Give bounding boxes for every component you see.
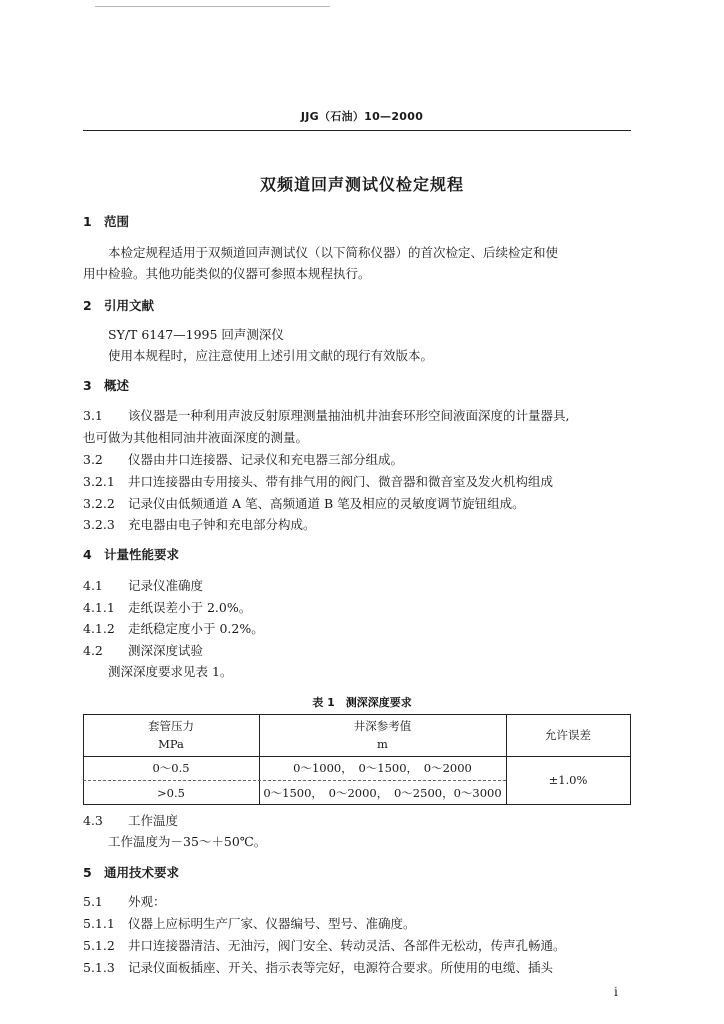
clause-5-1-1 [83,916,416,932]
clause-number: 4.1.2 [83,621,115,636]
header-divider [83,756,631,757]
row-2-depth: 0～1500， 0～2000， 0～2500，0～3000 [263,786,502,800]
clause-text: 记录仪面板插座、开关、指示表等完好，电源符合要求。所使用的电缆、插头 [128,960,554,975]
clause-text: 外观： [128,894,166,909]
paragraph-line: 本检定规程适用于双频道回声测试仪（以下简称仪器）的首次检定、后续检定和使 [108,245,559,260]
clause-5-1 [83,894,166,910]
reference-item: SY/T 6147—1995 回声测深仪 [108,327,284,342]
section-4-heading [83,547,179,563]
clause-number: 5.1 [83,894,103,909]
paragraph-line: 用中检验。其他功能类似的仪器可参照本规程执行。 [83,266,371,281]
section-2-heading [83,298,154,314]
section-5-heading [83,865,179,881]
row-1-pressure: 0～0.5 [152,761,190,775]
section-number: 4 [83,547,92,562]
section-number: 1 [83,214,92,229]
clause-text: 记录仪由低频通道 A 笔、高频通道 B 笔及相应的灵敏度调节旋钮组成。 [128,496,525,511]
clause-number: 5.1.2 [83,938,115,953]
section-title: 引用文献 [104,298,155,313]
clause-number: 3.2.2 [83,496,115,511]
paragraph-line: 工作温度为－35～＋50℃。 [108,834,267,849]
tolerance-value: ±1.0% [548,773,588,787]
row-divider [83,780,506,781]
clause-4-1-1 [83,600,251,616]
clause-4-1 [83,578,203,594]
section-number: 2 [83,298,92,313]
header-rule [83,130,631,131]
row-1-depth: 0～1000， 0～1500， 0～2000 [293,761,472,775]
clause-number: 4.2 [83,643,103,658]
clause-text: 仪器由井口连接器、记录仪和充电器三部分组成。 [128,452,404,467]
section-title: 概述 [104,378,130,393]
clause-number: 4.1.1 [83,600,115,615]
clause-3-2-1 [83,474,553,490]
clause-text: 走纸误差小于 2.0%。 [128,600,252,615]
clause-number: 3.2 [83,452,103,467]
top-scan-line [95,6,330,7]
document-title: 双频道回声测试仪检定规程 [259,175,464,194]
row-2-pressure: >0.5 [157,786,185,800]
paragraph-line: 测深深度要求见表 1。 [108,664,233,679]
clause-3-2-2 [83,496,525,512]
clause-number: 5.1.3 [83,960,115,975]
table-bottom-border [83,804,631,805]
clause-5-1-2 [83,938,566,954]
header-tolerance: 允许误差 [545,728,591,742]
clause-number: 5.1.1 [83,916,115,931]
paragraph-line: 也可做为其他相同油井液面深度的测量。 [83,430,309,445]
section-title: 范围 [104,214,130,229]
section-number: 3 [83,378,92,393]
header-pressure: 套管压力 [148,719,194,733]
clause-text: 走纸稳定度小于 0.2%。 [128,621,264,636]
section-title: 通用技术要求 [104,865,180,880]
section-title: 计量性能要求 [104,547,180,562]
section-1-heading [83,214,129,230]
clause-text: 井口连接器由专用接头、带有排气用的阀门、微音器和微音室及发火机构组成 [128,474,554,489]
header-pressure-unit: MPa [158,737,184,751]
clause-4-3 [83,813,178,829]
clause-text: 测深深度试验 [128,643,204,658]
clause-number: 3.1 [83,408,103,423]
clause-text: 仪器上应标明生产厂家、仪器编号、型号、准确度。 [128,916,416,931]
section-number: 5 [83,865,92,880]
clause-number: 3.2.1 [83,474,115,489]
depth-requirements-table [83,714,631,805]
clause-text: 记录仪准确度 [128,578,204,593]
clause-number: 4.3 [83,813,103,828]
header-depth-unit: m [377,737,388,751]
header-depth: 井深参考值 [353,719,412,733]
clause-3-2 [83,452,403,468]
table-top-border [83,714,631,715]
table-caption: 表 1 测深深度要求 [312,696,412,709]
clause-4-2 [83,643,203,659]
clause-4-1-2 [83,621,264,637]
paragraph-line: 使用本规程时，应注意使用上述引用文献的现行有效版本。 [108,348,434,363]
clause-text: 井口连接器清洁、无油污，阀门安全、转动灵活、各部件无松动，传声孔畅通。 [128,938,566,953]
clause-3-2-3 [83,517,316,533]
section-3-heading [83,378,129,394]
clause-text: 充电器由电子钟和充电部分构成。 [128,517,316,532]
page-header: JJG（石油）10—2000 [300,110,424,123]
page-number: i [614,985,618,999]
clause-number: 4.1 [83,578,103,593]
clause-number: 3.2.3 [83,517,115,532]
clause-3-1 [83,408,569,424]
clause-text: 工作温度 [128,813,179,828]
clause-text: 该仪器是一种利用声波反射原理测量抽油机井油套环形空间液面深度的计量器具, [128,408,570,423]
clause-5-1-3 [83,960,553,976]
table-right-border [630,714,631,805]
